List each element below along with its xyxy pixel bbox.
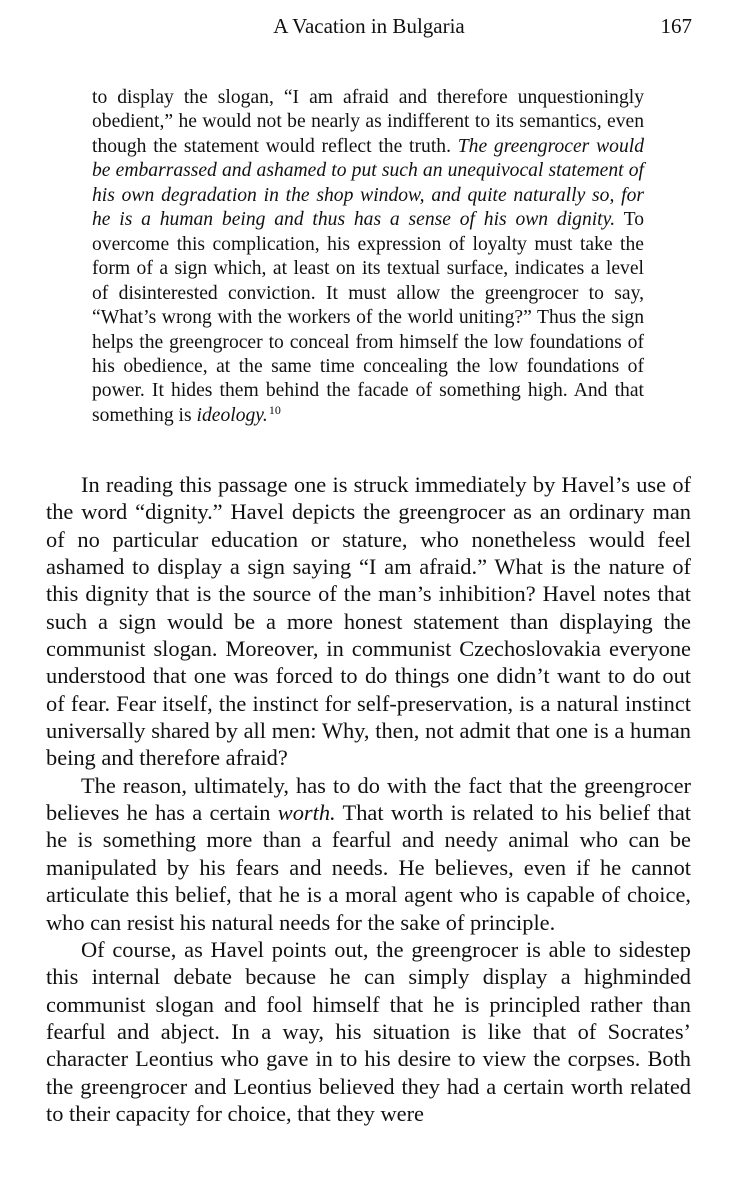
body-paragraph-2-text-1: The reason, ultimately, has to do with the fact that the greengrocer believes he has a certain (46, 772, 691, 826)
block-quote (92, 86, 644, 428)
running-head (46, 14, 692, 44)
footnote-reference: 10 (268, 402, 281, 417)
quote-italic-1: The greengrocer would be embarrassed and ashamed to put such an unequivocal statement of his own degradation in the shop window, and quite naturally so, for he is a human being and thus has a sense of his own dignity. (92, 135, 644, 231)
page-number: 167 (660, 14, 692, 38)
quote-text-2: To overcome this complication, his expression of loyalty must take the form of a sign which, at least on its textual surface, indicates a level of disinterested conviction. It must allow the greengrocer to say, “What’s wrong with the workers of the world uniting?” Thus the sign helps the greengrocer to conceal from himself the low foundations of his obedience, at the same time concealing the low foundations of power. It hides them behind the facade of something high. And that something is (92, 209, 644, 426)
body-paragraph-1: In reading this passage one is struck immediately by Havel’s use of the word “dignity.” Havel depicts the greengrocer as an ordinary man of no particular education or stature, who nonetheless would feel ashamed to display a sign saying “I am afraid.” What is the nature of this dignity that is the source of the man’s inhibition? Havel notes that such a sign would be a more honest statement than displaying the communist slogan. Moreover, in communist Czechoslovakia everyone understood that one was forced to do things one didn’t want to do out of fear. Fear itself, the instinct for self-preservation, is a natural instinct universally shared by all men: Why, then, not admit that one is a human being and therefore afraid? (46, 472, 691, 771)
body-paragraph-2-italic: worth. (277, 800, 336, 826)
body-text (46, 471, 691, 1127)
body-paragraph-3: Of course, as Havel points out, the greengrocer is able to sidestep this internal debate because he can simply display a highminded communist slogan and fool himself that he is principled rather than fearful and abject. In a way, his situation is like that of Socrates’ character Leontius who gave in to his desire to view the corpses. Both the greengrocer and Leontius believed they had a certain worth related to their capacity for choice, that they were (46, 936, 691, 1126)
quote-italic-2: ideology. (196, 404, 268, 426)
body-paragraph-2-text-2: That worth is related to his belief that he is something more than a fearful and needy animal who can be manipulated by his fears and needs. He believes, even if he cannot articulate this belief, that he is a moral agent who is capable of choice, who can resist his natural needs for the sake of principle. (46, 800, 691, 935)
body-paragraph-2 (46, 772, 691, 936)
quote-paragraph (92, 86, 644, 428)
running-title: A Vacation in Bulgaria (273, 14, 465, 38)
quote-text-1: to display the slogan, “I am afraid and therefore unquestioningly obedient,” he would not be nearly as indifferent to its semantics, even though the statement would reflect the truth. (92, 87, 644, 157)
